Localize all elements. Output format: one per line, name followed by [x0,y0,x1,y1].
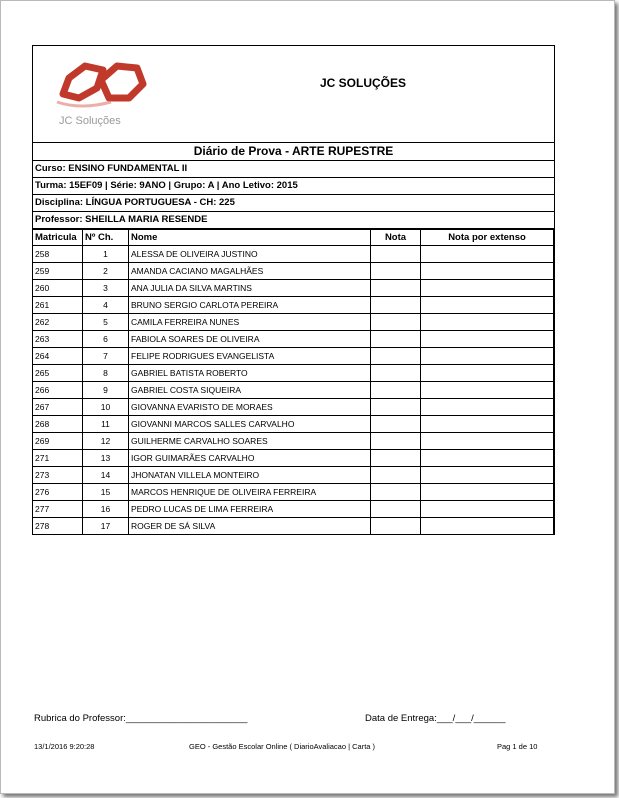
table-row [33,348,554,365]
cell-numero: 11 [83,416,129,433]
cell-nota [371,280,421,297]
cell-nota-extenso [421,467,554,484]
cell-nota [371,263,421,280]
footer-timestamp: 13/1/2016 9:20:28 [34,742,95,751]
info-disciplina: Disciplina: LÍNGUA PORTUGUESA - CH: 225 [33,195,554,212]
cell-matricula: 269 [33,433,83,450]
cell-nome: JHONATAN VILLELA MONTEIRO [129,467,371,484]
cell-matricula: 264 [33,348,83,365]
cell-numero: 15 [83,484,129,501]
cell-nota-extenso [421,450,554,467]
column-header-nome: Nome [129,230,371,246]
column-header-matricula: Matricula [33,230,83,246]
column-header-nota: Nota [371,230,421,246]
report-frame [32,45,555,535]
cell-numero: 4 [83,297,129,314]
cell-nome: FABIOLA SOARES DE OLIVEIRA [129,331,371,348]
table-row [33,399,554,416]
table-row [33,263,554,280]
cell-nota-extenso [421,501,554,518]
cell-matricula: 278 [33,518,83,535]
cell-nota-extenso [421,382,554,399]
table-row [33,416,554,433]
cell-numero: 7 [83,348,129,365]
company-logo [51,58,161,130]
cell-nota [371,331,421,348]
report-title: Diário de Prova - ARTE RUPESTRE [33,143,554,161]
cell-numero: 5 [83,314,129,331]
cell-matricula: 267 [33,399,83,416]
table-row [33,433,554,450]
table-row [33,450,554,467]
cell-numero: 13 [83,450,129,467]
cell-numero: 2 [83,263,129,280]
cell-nota-extenso [421,416,554,433]
cell-numero: 14 [83,467,129,484]
company-name: JC SOLUÇÕES [319,76,406,90]
cell-nota [371,501,421,518]
column-header-nota-extenso: Nota por extenso [421,230,554,246]
cell-nota [371,467,421,484]
cell-numero: 6 [83,331,129,348]
cell-nota [371,484,421,501]
cell-matricula: 261 [33,297,83,314]
cell-matricula: 271 [33,450,83,467]
cell-matricula: 276 [33,484,83,501]
column-header-numero: Nº Ch. [83,230,129,246]
footer-page-number: Pag 1 de 10 [497,742,538,751]
cell-nota-extenso [421,365,554,382]
students-table [32,229,554,535]
table-row [33,518,554,535]
cell-matricula: 262 [33,314,83,331]
cell-nota-extenso [421,280,554,297]
cell-nota-extenso [421,246,554,263]
cell-matricula: 258 [33,246,83,263]
cell-nome: IGOR GUIMARÃES CARVALHO [129,450,371,467]
cell-numero: 1 [83,246,129,263]
cell-nome: ANA JULIA DA SILVA MARTINS [129,280,371,297]
cell-nota [371,450,421,467]
logo-swoosh [57,102,111,106]
cell-nome: GIOVANNA EVARISTO DE MORAES [129,399,371,416]
cell-nome: PEDRO LUCAS DE LIMA FERREIRA [129,501,371,518]
cell-nota [371,416,421,433]
cell-nome: BRUNO SERGIO CARLOTA PEREIRA [129,297,371,314]
cell-nota-extenso [421,399,554,416]
cell-nota [371,433,421,450]
table-row [33,246,554,263]
cell-nota [371,314,421,331]
cell-numero: 12 [83,433,129,450]
logo-hexagon-right [101,66,143,98]
table-row [33,280,554,297]
table-row [33,467,554,484]
footer-system: GEO - Gestão Escolar Online ( DiarioAvaliacao | Carta ) [189,742,376,751]
cell-nota-extenso [421,331,554,348]
table-row [33,484,554,501]
cell-nota-extenso [421,348,554,365]
cell-nota-extenso [421,314,554,331]
cell-numero: 9 [83,382,129,399]
cell-nome: ALESSA DE OLIVEIRA JUSTINO [129,246,371,263]
cell-nota [371,297,421,314]
table-row [33,297,554,314]
cell-numero: 3 [83,280,129,297]
logo-hexagon-left [63,66,103,98]
cell-matricula: 263 [33,331,83,348]
cell-nota [371,365,421,382]
delivery-date-line: Data de Entrega:___/___/______ [365,713,506,724]
cell-nota [371,399,421,416]
professor-signature-line: Rubrica do Professor:_______________________ [34,713,248,724]
cell-nota [371,382,421,399]
cell-nome: MARCOS HENRIQUE DE OLIVEIRA FERREIRA [129,484,371,501]
cell-nome: GIOVANNI MARCOS SALLES CARVALHO [129,416,371,433]
cell-numero: 8 [83,365,129,382]
cell-nome: GUILHERME CARVALHO SOARES [129,433,371,450]
info-curso: Curso: ENSINO FUNDAMENTAL II [33,161,554,178]
logo-text: JC Soluções [59,115,121,127]
cell-nome: GABRIEL COSTA SIQUEIRA [129,382,371,399]
cell-numero: 16 [83,501,129,518]
cell-nota-extenso [421,518,554,535]
cell-matricula: 260 [33,280,83,297]
cell-nota [371,348,421,365]
cell-nome: ROGER DE SÁ SILVA [129,518,371,535]
table-row [33,314,554,331]
cell-matricula: 273 [33,467,83,484]
cell-nome: AMANDA CACIANO MAGALHÃES [129,263,371,280]
info-turma: Turma: 15EF09 | Série: 9ANO | Grupo: A | Ano Letivo: 2015 [33,178,554,195]
cell-nota-extenso [421,297,554,314]
table-row [33,382,554,399]
report-header [33,46,554,143]
cell-nome: CAMILA FERREIRA NUNES [129,314,371,331]
cell-nota [371,246,421,263]
table-row [33,365,554,382]
cell-nome: GABRIEL BATISTA ROBERTO [129,365,371,382]
cell-matricula: 268 [33,416,83,433]
cell-nota-extenso [421,484,554,501]
cell-nota-extenso [421,433,554,450]
table-header-row [33,230,554,246]
info-professor: Professor: SHEILLA MARIA RESENDE [33,212,554,229]
cell-matricula: 265 [33,365,83,382]
cell-nota [371,518,421,535]
cell-matricula: 277 [33,501,83,518]
cell-nota-extenso [421,263,554,280]
table-row [33,331,554,348]
table-row [33,501,554,518]
cell-matricula: 259 [33,263,83,280]
cell-matricula: 266 [33,382,83,399]
cell-nome: FELIPE RODRIGUES EVANGELISTA [129,348,371,365]
cell-numero: 17 [83,518,129,535]
cell-numero: 10 [83,399,129,416]
